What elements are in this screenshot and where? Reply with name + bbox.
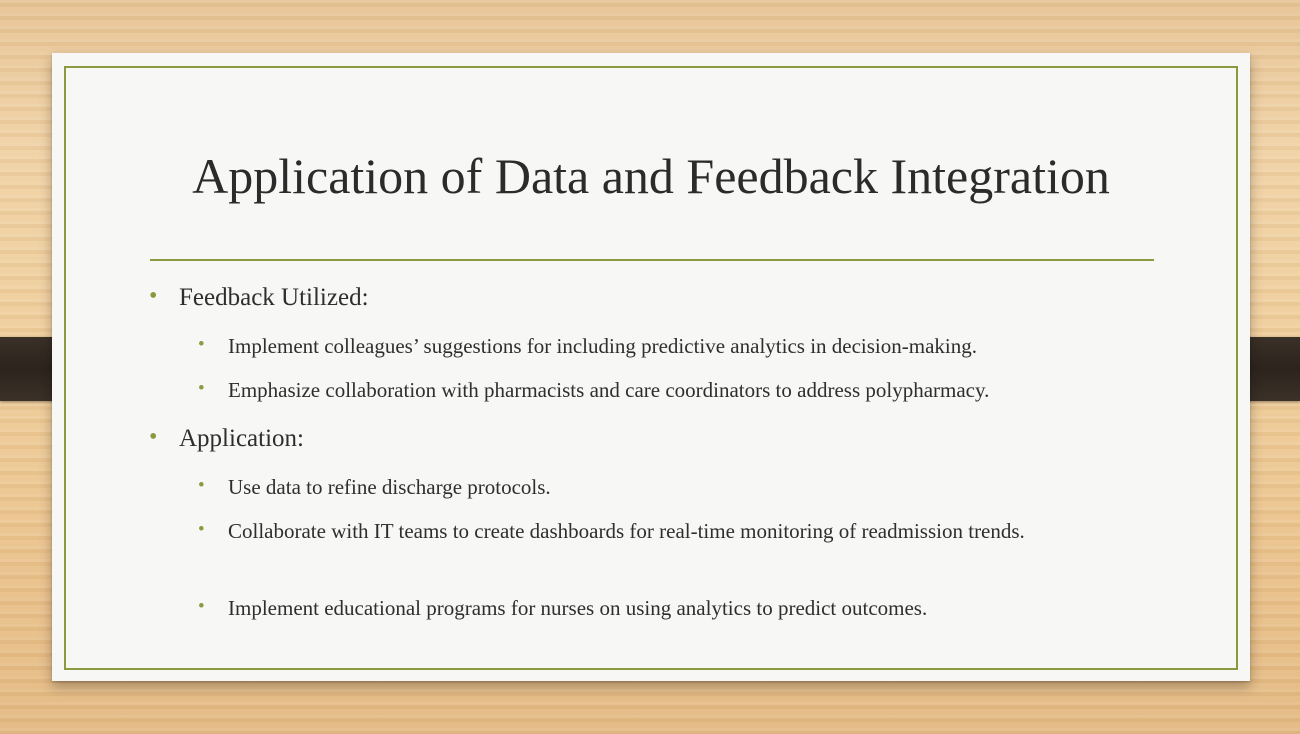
list-item (198, 593, 928, 624)
bullet-icon: • (198, 596, 205, 617)
bullet-icon: • (198, 475, 205, 496)
list-item (198, 375, 990, 406)
list-item-text: Collaborate with IT teams to create dashboards for real-time monitoring of readmission trends. (228, 519, 1025, 543)
list-item-text: Use data to refine discharge protocols. (228, 475, 551, 499)
bullet-icon: • (198, 378, 205, 399)
list-item (198, 516, 1128, 547)
slide-paper (52, 53, 1250, 681)
bullet-icon: • (198, 334, 205, 355)
list-item (198, 472, 551, 503)
section-heading-feedback (149, 283, 369, 313)
section-heading-label: Application: (179, 425, 304, 452)
list-item-text: Implement colleagues’ suggestions for including predictive analytics in decision-making. (228, 334, 977, 358)
list-item (198, 331, 977, 362)
bullet-icon: • (198, 519, 205, 540)
section-heading-label: Feedback Utilized: (179, 284, 369, 311)
bullet-icon: • (149, 424, 158, 450)
section-heading-application (149, 424, 304, 454)
list-item-text: Emphasize collaboration with pharmacists and care coordinators to address polypharmacy. (228, 378, 990, 402)
title-divider (150, 259, 1154, 261)
slide-title: Application of Data and Feedback Integration (192, 148, 1110, 204)
bullet-icon: • (149, 283, 158, 309)
list-item-text: Implement educational programs for nurses on using analytics to predict outcomes. (228, 596, 928, 620)
